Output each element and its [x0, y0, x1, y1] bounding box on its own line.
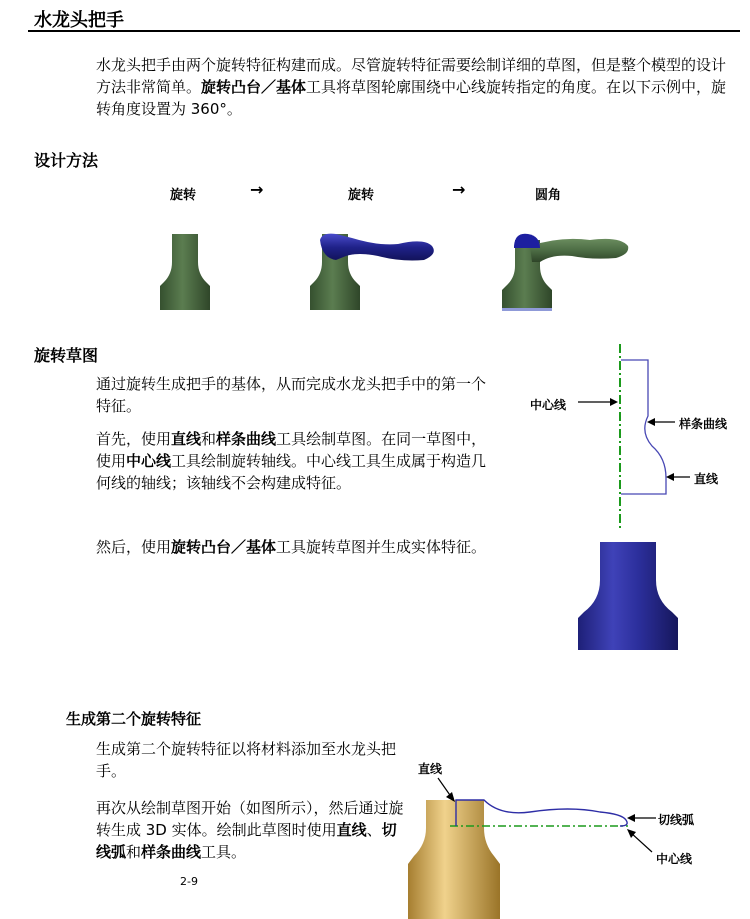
label-centerline: 中心线 [530, 398, 567, 412]
text-run: 工具绘制草图。在同一草图中，使用 [96, 430, 487, 470]
bold-term: 中心线 [126, 452, 172, 470]
text-run: 工具旋转草图并生成实体特征。 [276, 538, 487, 556]
text-run: 然后，使用 [96, 538, 172, 556]
step-label-revolve-2: 旋转 [348, 188, 375, 203]
bold-term: 样条曲线 [141, 843, 202, 861]
label-spline: 样条曲线 [679, 417, 728, 431]
label-second-centerline: 中心线 [656, 852, 693, 866]
text-run: 和 [201, 430, 217, 448]
bold-term: 样条曲线 [216, 430, 277, 448]
bold-term: 直线 [336, 821, 367, 839]
text-run: 和 [126, 843, 142, 861]
revolved-body-gold [408, 800, 500, 919]
second-revolve-heading: 生成第二个旋转特征 [66, 710, 202, 728]
label-second-line: 直线 [418, 762, 443, 776]
bold-term: 切线弧 [96, 821, 397, 861]
step-label-fillet: 圆角 [535, 188, 562, 203]
revolve-sketch-paragraph-1: 通过旋转生成把手的基体，从而完成水龙头把手中的第一个特征。 [96, 375, 487, 415]
design-method-heading: 设计方法 [34, 151, 99, 170]
step-label-revolve-1: 旋转 [170, 188, 197, 203]
text-run: 水龙头把手由两个旋转特征构建而成。尽管旋转特征需要绘制详细的草图，但是整个模型的设计方法非常简单。 [96, 56, 727, 96]
page-title: 水龙头把手 [34, 10, 124, 31]
text-run: 、 [366, 821, 382, 839]
revolve-sketch-heading: 旋转草图 [34, 346, 99, 365]
text-run: 工具绘制旋转轴线。中心线工具生成属于构造几何线的轴线；该轴线不会构建成特征。 [96, 452, 487, 492]
label-line: 直线 [694, 472, 719, 486]
label-tangent-arc: 切线弧 [658, 813, 695, 827]
page-number: 2-9 [180, 875, 198, 888]
text-run: 工具将草图轮廓围绕中心线旋转指定的角度。在以下示例中，旋转角度设置为 360°。 [96, 78, 727, 118]
step-arrow-1: → [250, 180, 264, 199]
text-run: 首先，使用 [96, 430, 172, 448]
bold-term: 旋转凸台／基体 [171, 538, 277, 556]
bold-term: 直线 [171, 430, 202, 448]
step-arrow-2: → [452, 180, 466, 199]
second-revolve-paragraph-1: 生成第二个旋转特征以将材料添加至水龙头把手。 [96, 740, 397, 780]
bold-term: 旋转凸台／基体 [201, 78, 307, 96]
text-run: 工具。 [201, 843, 247, 861]
arrow-tangent-arc [627, 814, 635, 822]
text-run: 再次从绘制草图开始（如图所示），然后通过旋转生成 3D 实体。绘制此草图时使用 [96, 799, 404, 839]
